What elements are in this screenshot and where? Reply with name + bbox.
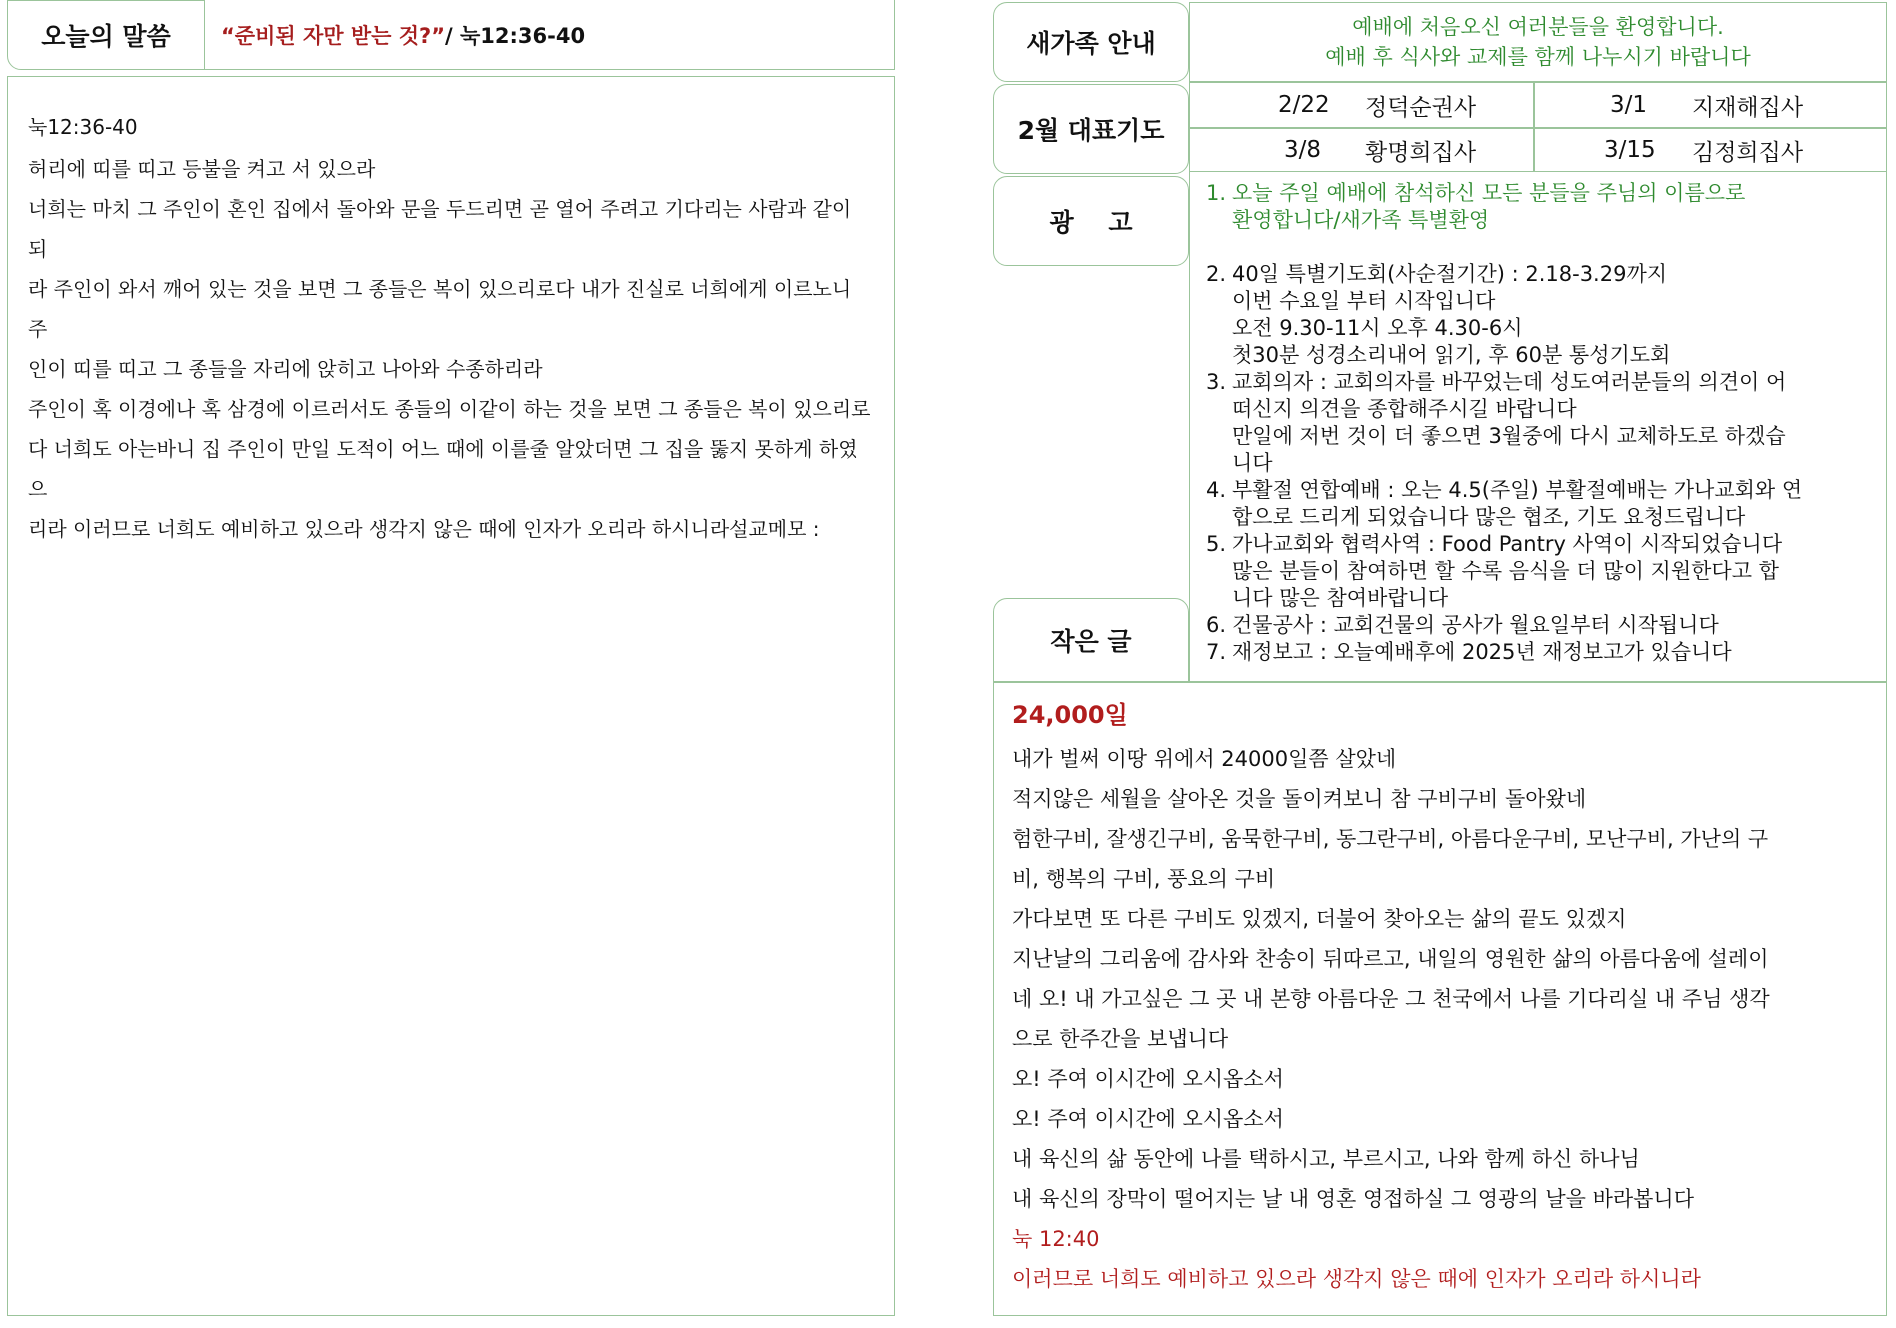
prayer-name: 정덕순권사 xyxy=(1365,94,1477,121)
writing-line: 내 육신의 삶 동안에 나를 택하시고, 부르시고, 나와 함께 하신 하나님 xyxy=(1012,1147,1640,1171)
newcomer-line: 예배에 처음오신 여러분들을 환영합니다. xyxy=(1352,15,1724,39)
scripture-line: 눅12:36-40 xyxy=(28,115,138,139)
writing-line: 네 오! 내 가고싶은 그 곳 내 본향 아름다운 그 천국에서 나를 기다리실 내 주님 생각 xyxy=(1012,987,1770,1011)
verse-text: 이러므로 너희도 예비하고 있으라 생각지 않은 때에 인자가 오리라 하시니라 xyxy=(1012,1267,1701,1291)
sermon-title-ref: / 눅12:36-40 xyxy=(445,23,586,48)
announcement-item: 1. 오늘 주일 예배에 참석하신 모든 분들을 주님의 이름으로 환영합니다/새가족 특별환영 xyxy=(1206,181,1746,232)
announcement-item: 6. 건물공사 : 교회건물의 공사가 월요일부터 시작됩니다 xyxy=(1206,613,1719,637)
sermon-title-quote: “준비된 자만 받는 것?” xyxy=(221,23,446,48)
prayer-date: 2/22 xyxy=(1278,92,1330,118)
short-writing-tab xyxy=(993,598,1189,682)
announcements-box xyxy=(1189,172,1887,682)
newcomer-tab xyxy=(993,2,1189,82)
scripture-line: 허리에 띠를 띠고 등불을 켜고 서 있으라 xyxy=(28,157,376,181)
writing-line: 가다보면 또 다른 구비도 있겠지, 더불어 찾아오는 삶의 끝도 있겠지 xyxy=(1012,907,1627,931)
newcomer-message xyxy=(1189,2,1887,82)
writing-line: 비, 행복의 구비, 풍요의 구비 xyxy=(1012,867,1276,891)
writing-line: 지난날의 그리움에 감사와 찬송이 뒤따르고, 내일의 영원한 삶의 아름다움에 설레이 xyxy=(1012,947,1769,971)
announcement-item: 2. 40일 특별기도회(사순절기간) : 2.18-3.29까지 이번 수요일 부터 시작입니다 오전 9.30-11시 오후 4.30-6시 첫30분 성경소리내어 읽기, 후 60분 통성기도회 xyxy=(1206,262,1671,367)
prayer-tab-label: 2월 대표기도 xyxy=(1017,116,1165,145)
scripture-line: 리라 이러므로 너희도 예비하고 있으라 생각지 않은 때에 인자가 오리라 하시니라설교메모 : xyxy=(28,517,820,541)
writing-line: 으로 한주간을 보냅니다 xyxy=(1012,1027,1229,1051)
verse-reference: 눅 12:40 xyxy=(1012,1227,1100,1251)
prayer-date: 3/1 xyxy=(1610,92,1648,118)
sermon-scripture-box xyxy=(7,76,895,1316)
prayer-name: 황명희집사 xyxy=(1365,139,1477,166)
scripture-line: 다 너희도 아는바니 집 주인이 만일 도적이 어느 때에 이를줄 알았더면 그 집을 뚫지 못하게 하였으 xyxy=(28,437,858,501)
writing-line: 오! 주여 이시간에 오시옵소서 xyxy=(1012,1067,1284,1091)
scripture-line: 주인이 혹 이경에나 혹 삼경에 이르러서도 종들의 이같이 하는 것을 보면 그 종들은 복이 있으리로 xyxy=(28,397,871,421)
scripture-line: 라 주인이 와서 깨어 있는 것을 보면 그 종들은 복이 있으리로다 내가 진실로 너희에게 이르노니 주 xyxy=(28,277,852,341)
prayer-schedule xyxy=(1189,82,1887,172)
newcomer-tab-label: 새가족 안내 xyxy=(1026,29,1156,58)
announcement-item: 3. 교회의자 : 교회의자를 바꾸었는데 성도여러분들의 의견이 어 떠신지 의견을 종합해주시길 바랍니다 만일에 저번 것이 더 좋으면 3월중에 다시 교체하도로 하겠습 니다 xyxy=(1206,370,1787,475)
newcomer-line: 예배 후 식사와 교제를 함께 나누시기 바랍니다 xyxy=(1325,45,1751,69)
short-writing-title: 24,000일 xyxy=(1012,701,1128,729)
announcements-tab-label: 광 고 xyxy=(1049,208,1133,237)
sermon-tab-label: 오늘의 말씀 xyxy=(41,22,171,51)
announcements-tab xyxy=(993,176,1189,266)
writing-line: 내 육신의 장막이 떨어지는 날 내 영혼 영접하실 그 영광의 날을 바라봅니다 xyxy=(1012,1187,1695,1211)
writing-line: 내가 벌써 이땅 위에서 24000일쯤 살았네 xyxy=(1012,747,1397,771)
prayer-name: 김정희집사 xyxy=(1692,139,1804,166)
writing-line: 적지않은 세월을 살아온 것을 돌이켜보니 참 구비구비 돌아왔네 xyxy=(1012,787,1587,811)
prayer-date: 3/15 xyxy=(1604,137,1656,163)
short-writing-box xyxy=(993,682,1887,1316)
sermon-title xyxy=(205,0,895,70)
scripture-line: 인이 띠를 띠고 그 종들을 자리에 앉히고 나아와 수종하리라 xyxy=(28,357,543,381)
scripture-line: 너희는 마치 그 주인이 혼인 집에서 돌아와 문을 두드리면 곧 열어 주려고 기다리는 사람과 같이 되 xyxy=(28,197,852,261)
short-writing-tab-label: 작은 글 xyxy=(1050,627,1132,656)
announcement-item: 4. 부활절 연합예배 : 오는 4.5(주일) 부활절예배는 가나교회와 연 합으로 드리게 되었습니다 많은 협조, 기도 요청드립니다 xyxy=(1206,478,1803,529)
writing-line: 험한구비, 잘생긴구비, 움묵한구비, 동그란구비, 아름다운구비, 모난구비, 가난의 구 xyxy=(1012,827,1769,851)
writing-line: 오! 주여 이시간에 오시옵소서 xyxy=(1012,1107,1284,1131)
prayer-date: 3/8 xyxy=(1284,137,1322,163)
announcement-item: 5. 가나교회와 협력사역 : Food Pantry 사역이 시작되었습니다 많은 분들이 참여하면 할 수록 음식을 더 많이 지원한다고 합 니다 많은 참여바랍니다 xyxy=(1206,532,1783,610)
prayer-tab xyxy=(993,84,1189,174)
sermon-tab xyxy=(7,0,205,70)
prayer-name: 지재해집사 xyxy=(1692,94,1804,121)
announcement-item: 7. 재정보고 : 오늘예배후에 2025년 재정보고가 있습니다 xyxy=(1206,640,1732,664)
